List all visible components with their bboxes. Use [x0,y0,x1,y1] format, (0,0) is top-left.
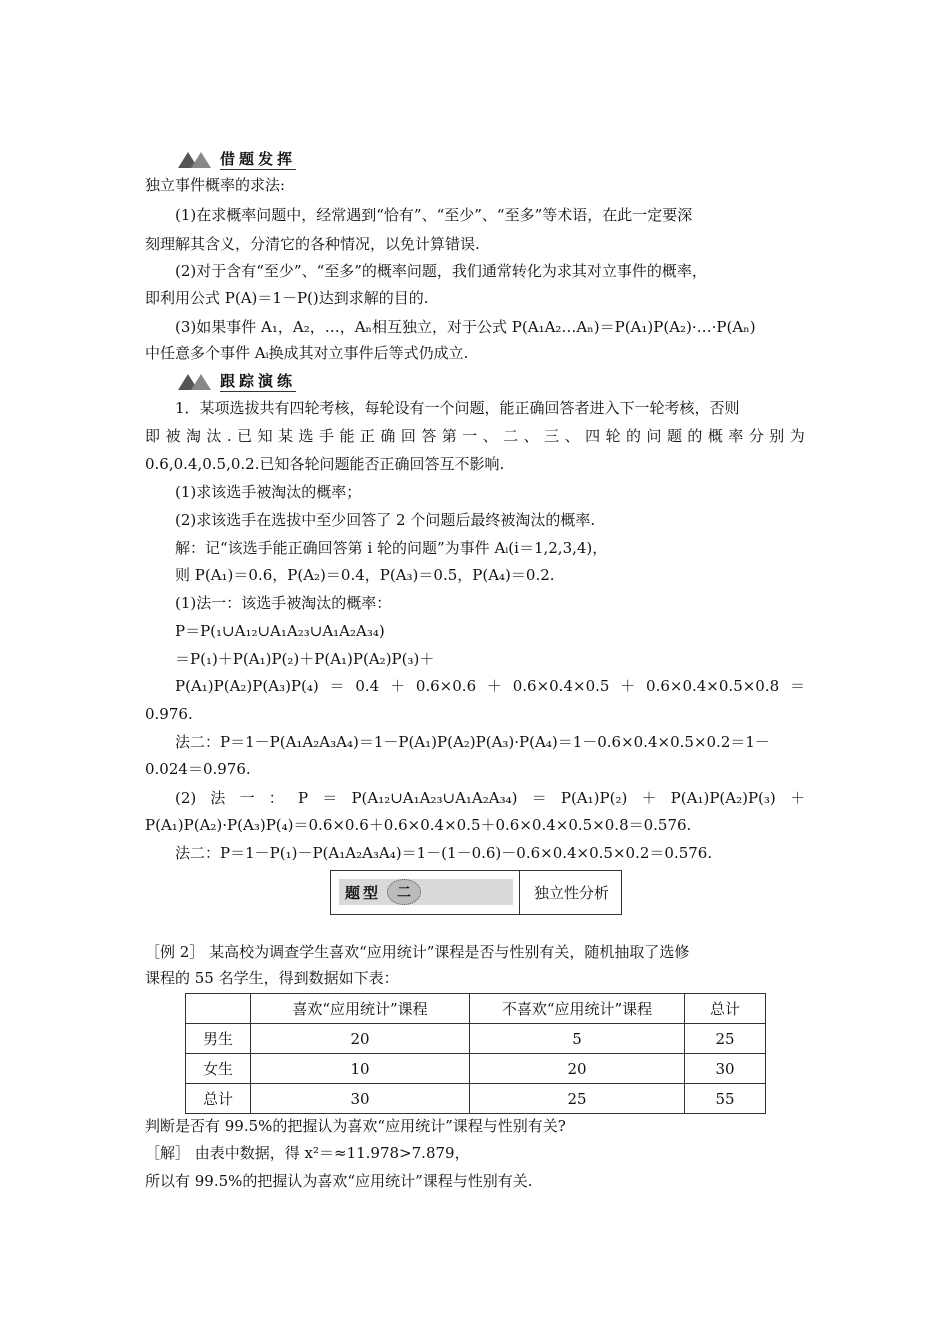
section-title: 借题发挥 [220,150,297,168]
solution-line: ＝P(₁)＋P(A₁)P(₂)＋P(A₁)P(A₂)P(₃)＋ [175,650,435,668]
solution-line-justified: (2) 法 一 ： P ＝ P(A₁₂∪A₁A₂₃∪A₁A₂A₃₄) ＝ P(A₁)P(₂) ＋ P(A₁)P(A₂)P(₃) ＋ [175,789,805,807]
section-header-borrow [178,148,296,170]
triangle-icon [178,150,212,168]
solution-line: ［解］ 由表中数据，得 x²＝≈11.978>7.879， [145,1144,470,1162]
type-number-badge: 二 [387,879,421,905]
solution-line: 则 P(A₁)＝0.6，P(A₂)＝0.4，P(A₃)＝0.5，P(A₄)＝0.2. [175,566,555,584]
table-cell: 55 [685,1084,766,1114]
question-line: 判断是否有 99.5%的把握认为喜欢“应用统计”课程与性别有关? [145,1117,566,1135]
paragraph: 中任意多个事件 Aᵢ换成其对立事件后等式仍成立. [145,344,469,362]
table-cell: 女生 [186,1054,251,1084]
table-row [186,1024,766,1054]
method-title: 独立事件概率的求法: [145,176,286,194]
solution-line-justified: P(A₁)P(A₂)P(A₃)P(₄) ＝ 0.4 ＋ 0.6×0.6 ＋ 0.6×0.4×0.5 ＋ 0.6×0.4×0.5×0.8 ＝ [175,677,805,695]
question-type-box [330,870,622,915]
table-cell: 25 [470,1084,685,1114]
type-label-box [339,879,513,905]
data-table [185,993,766,1114]
table-cell: 5 [470,1024,685,1054]
section-header-practice [178,370,296,392]
exercise-line: 0.6,0.4,0.5,0.2.已知各轮问题能否正确回答互不影响. [145,455,505,473]
solution-line: 解：记“该选手能正确回答第 i 轮的问题”为事件 Aᵢ(i＝1,2,3,4)， [175,539,608,557]
paragraph: (1)在求概率问题中，经常遇到“恰有”、“至少”、“至多”等术语，在此一定要深 [175,206,693,224]
table-cell: 喜欢“应用统计”课程 [251,994,470,1024]
table-cell: 20 [470,1054,685,1084]
exercise-line-justified: 即 被 淘 汰 . 已 知 某 选 手 能 正 确 回 答 第 一 、 二 、 三 、 四 轮 的 问 题 的 概 率 分 别 为 [145,427,805,445]
solution-line: (1)法一：该选手被淘汰的概率： [175,594,392,612]
example-line: ［例 2］ 某高校为调查学生喜欢“应用统计”课程是否与性别有关，随机抽取了选修 [145,943,690,961]
table-header-row [186,994,766,1024]
solution-line: 法二：P＝1－P(A₁A₂A₃A₄)＝1－P(A₁)P(A₂)P(A₃)·P(A₄)＝1－0.6×0.4×0.5×0.2＝1－ [175,733,770,751]
table-cell: 总计 [685,994,766,1024]
table-cell: 总计 [186,1084,251,1114]
solution-line: P＝P(₁∪A₁₂∪A₁A₂₃∪A₁A₂A₃₄) [175,622,385,640]
table-cell: 男生 [186,1024,251,1054]
table-row [186,1054,766,1084]
paragraph: (2)对于含有“至少”、“至多”的概率问题，我们通常转化为求其对立事件的概率， [175,262,707,280]
solution-line: P(A₁)P(A₂)·P(A₃)P(₄)＝0.6×0.6＋0.6×0.4×0.5＋0.6×0.4×0.5×0.8＝0.576. [145,816,692,834]
example-line: 课程的 55 名学生，得到数据如下表： [145,969,399,987]
solution-line: 法二：P＝1－P(₁)－P(A₁A₂A₃A₄)＝1－(1－0.6)－0.6×0.4×0.5×0.2＝0.576. [175,844,713,862]
solution-line: 0.024＝0.976. [145,760,251,778]
paragraph: (3)如果事件 A₁，A₂，…，Aₙ相互独立，对于公式 P(A₁A₂…Aₙ)＝P(A₁)P(A₂)·…·P(Aₙ) [175,318,756,336]
question: (1)求该选手被淘汰的概率； [175,483,362,501]
table-cell: 30 [685,1054,766,1084]
solution-line: 0.976. [145,705,193,723]
type-name: 独立性分析 [519,871,621,914]
table-cell: 30 [251,1084,470,1114]
table-cell: 20 [251,1024,470,1054]
table-cell: 10 [251,1054,470,1084]
paragraph: 即利用公式 P(A)＝1－P()达到求解的目的. [145,289,429,307]
triangle-icon [178,372,212,390]
table-cell: 25 [685,1024,766,1054]
type-label: 题型 [345,883,382,902]
table-row [186,1084,766,1114]
question: (2)求该选手在选拔中至少回答了 2 个问题后最终被淘汰的概率. [175,511,596,529]
section-title: 跟踪演练 [220,372,297,390]
table-cell: 不喜欢“应用统计”课程 [470,994,685,1024]
conclusion-line: 所以有 99.5%的把握认为喜欢“应用统计”课程与性别有关. [145,1172,533,1190]
exercise-line: 1．某项选拔共有四轮考核，每轮设有一个问题，能正确回答者进入下一轮考核，否则 [175,399,740,417]
paragraph: 刻理解其含义，分清它的各种情况，以免计算错误. [145,235,480,253]
table-cell [186,994,251,1024]
